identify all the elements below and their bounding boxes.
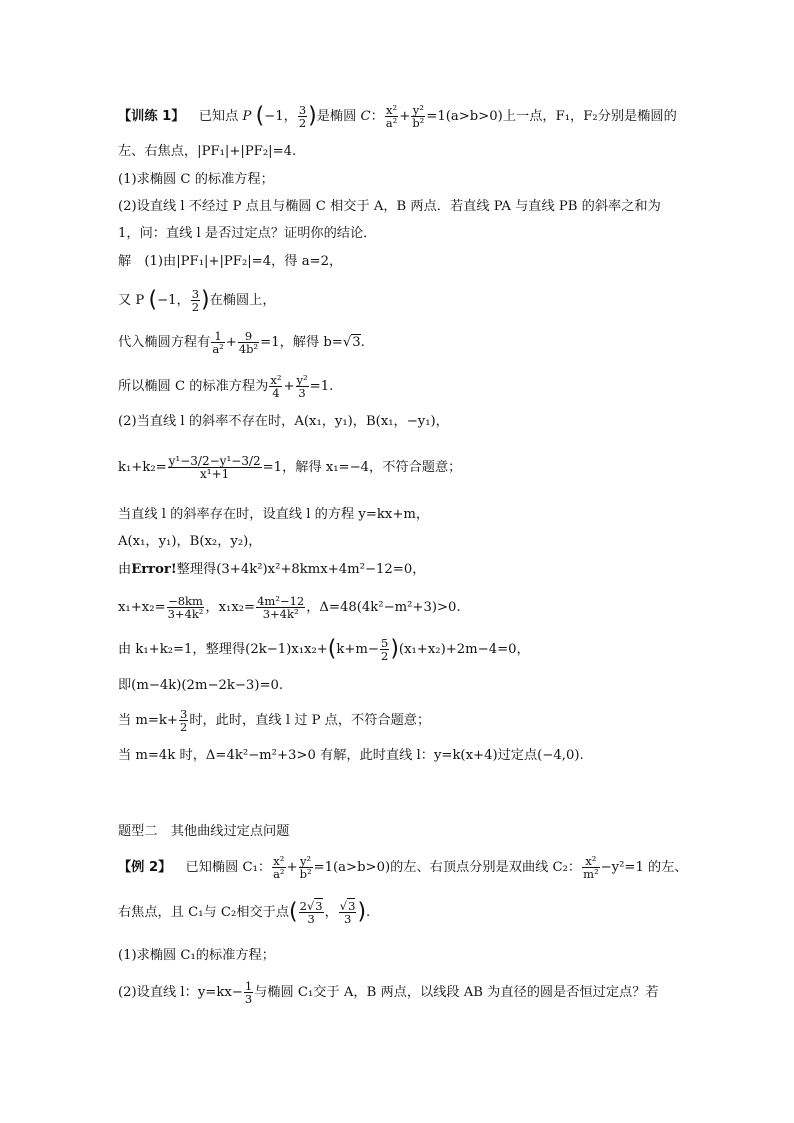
training-label: 【训练 1】 [118, 109, 185, 124]
fraction: $\frac{3}{2}$ [191, 287, 200, 314]
fraction: $\frac{9}{\text{4b²}}$ [238, 329, 259, 356]
fraction: $\frac{\text{x²}}{\text{a²}}$ [385, 103, 398, 130]
training-question-2b: 1，问：直线 l 是否过定点？证明你的结论． [118, 226, 377, 241]
solution-step-12: 即(m−4k)(2m−2k−3)=0. [118, 678, 284, 693]
fraction: $\frac{\text{y²}}{\text{b²}}$ [299, 854, 312, 881]
fraction: $\frac{\text{y²}}{3}$ [296, 373, 308, 400]
solution-step-4: 所以椭圆 C 的标准方程为 $\frac{\text{x²}}{4}$ + $\frac{\text{y²}}{3}$ =1. [118, 373, 334, 400]
example-line-2: 右焦点，且 C₁与 C₂相交于点( $\frac{2√3}{3}$ ， $\frac{√3}{3}$ ). [118, 899, 371, 926]
fraction: $\frac{\text{y¹−3/2−y¹−3/2}}{\text{x¹+1}}$ [168, 454, 261, 481]
fraction: $\frac{3}{2}$ [179, 707, 188, 734]
fraction: $\frac{5}{2}$ [381, 636, 389, 663]
solution-step-6: k₁+k₂= $\frac{\text{y¹−3/2−y¹−3/2}}{\text{x¹+1}}$ =1，解得 x₁=−4，不符合题意； [118, 454, 462, 481]
training-line-2: 左、右焦点，|PF₁|+|PF₂|=4. [118, 144, 297, 159]
solution-step-7: 当直线 l 的斜率存在时，设直线 l 的方程 y=kx+m， [118, 507, 430, 522]
solution-step-10: x₁+x₂= $\frac{-8km}{\text{3+4k²}}$ ，x₁x₂= $\frac{\text{4m²−12}}{\text{3+4k²}}$ ，Δ=48(4k²−m²+3)>0. [118, 594, 461, 621]
training-question-1: (1)求椭圆 C 的标准方程； [118, 172, 274, 187]
fraction: $\frac{-8km}{\text{3+4k²}}$ [167, 594, 204, 621]
fraction: $\frac{\text{x²}}{\text{m²}}$ [583, 854, 599, 881]
solution-step-13: 当 m=k+ $\frac{3}{2}$ 时，此时，直线 l 过 P 点，不符合题意； [118, 707, 431, 734]
fraction: $\frac{\text{x²}}{4}$ [270, 373, 282, 400]
solution-step-3: 代入椭圆方程有 $\frac{1}{\text{a²}}$ + $\frac{9}{\text{4b²}}$ =1，解得 b=√3. [118, 329, 365, 356]
fraction: $\frac{\text{x²}}{\text{a²}}$ [273, 854, 285, 881]
solution-step-9: 由Error!整理得(3+4k²)x²+8kmx+4m²−12=0， [118, 562, 426, 577]
fraction: $\frac{3}{2}$ [298, 103, 307, 130]
fraction: $\frac{1}{3}$ [244, 979, 253, 1006]
solution-step-2: 又 P (−1， $\frac{3}{2}$ )在椭圆上， [118, 287, 276, 314]
example-question-2: (2)设直线 l：y=kx− $\frac{1}{3}$ 与椭圆 C₁交于 A，B 两点，以线段 AB 为直径的圆是否恒过定点？若 [118, 979, 659, 1006]
solution-step-14: 当 m=4k 时，Δ=4k²−m²+3>0 有解，此时直线 l：y=k(x+4)过定点(−4,0). [118, 748, 584, 763]
example-question-1: (1)求椭圆 C₁的标准方程； [118, 948, 275, 963]
solution-step-11: 由 k₁+k₂=1，整理得(2k−1)x₁x₂+(k+m− $\frac{5}{2}$ )(x₁+x₂)+2m−4=0， [118, 636, 530, 663]
fraction: $\frac{1}{\text{a²}}$ [212, 329, 224, 356]
fraction: $\frac{\text{y²}}{\text{b²}}$ [412, 103, 425, 130]
solution-step-1: 解 (1)由|PF₁|+|PF₂|=4，得 a=2， [118, 254, 343, 269]
solution-step-5: (2)当直线 l 的斜率不存在时，A(x₁，y₁)，B(x₁，−y₁)， [118, 414, 449, 429]
fraction: $\frac{√3}{3}$ [339, 899, 356, 926]
section-title: 题型二 其他曲线过定点问题 [118, 824, 290, 839]
solution-step-8: A(x₁，y₁)，B(x₂，y₂)， [118, 534, 262, 549]
training-line-1: 【训练 1】 已知点 P (−1， $\frac{3}{2}$ )是椭圆 C： $\frac{\text{x²}}{\text{a²}}$ + $\frac{\text{y²}}{\text{b²}}$ =1(a>b>0)上一点，F₁，F₂分别是椭圆的 [118, 103, 677, 130]
example-line-1: 【例 2】 已知椭圆 C₁： $\frac{\text{x²}}{\text{a²}}$ + $\frac{\text{y²}}{\text{b²}}$ =1(a>b>0)的左、右顶点分别是双曲线 C₂： $\frac{\text{x²}}{\text{m²}}$ −y²=1 的左、 [118, 854, 688, 881]
training-question-2a: (2)设直线 l 不经过 P 点且与椭圆 C 相交于 A，B 两点．若直线 PA 与直线 PB 的斜率之和为 [118, 199, 661, 214]
fraction: $\frac{\text{4m²−12}}{\text{3+4k²}}$ [257, 594, 305, 621]
example-label: 【例 2】 [118, 860, 172, 875]
error-field: Error! [131, 562, 177, 577]
fraction: $\frac{2√3}{3}$ [299, 899, 323, 926]
